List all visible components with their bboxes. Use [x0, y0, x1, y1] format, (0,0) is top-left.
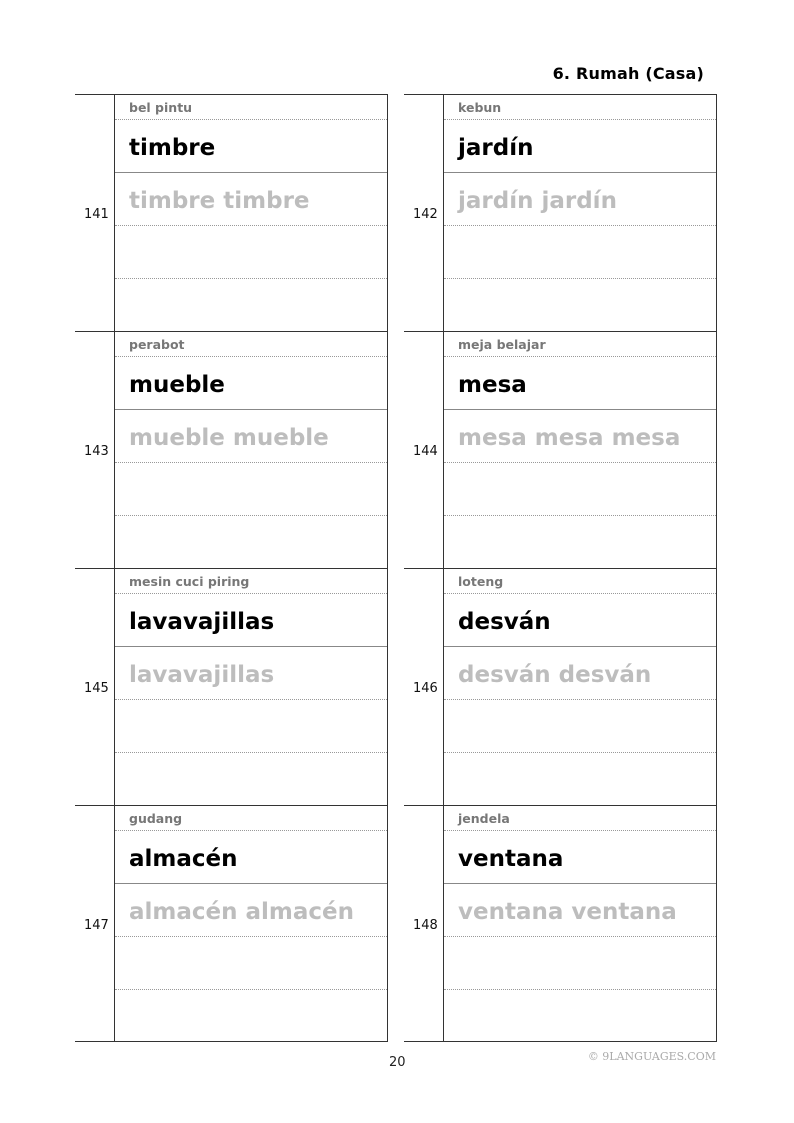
- vocab-word: desván: [444, 594, 716, 647]
- writing-line: [115, 279, 387, 332]
- vocab-word: jardín: [444, 120, 716, 173]
- writing-line: [444, 937, 716, 990]
- writing-line: [115, 226, 387, 279]
- trace-word: almacén almacén: [115, 884, 387, 937]
- card-content: [444, 95, 717, 331]
- number-cell: [75, 332, 115, 568]
- number-cell: [75, 569, 115, 805]
- card-number: 147: [84, 918, 109, 933]
- gloss-label: jendela: [444, 806, 716, 831]
- gloss-label: loteng: [444, 569, 716, 594]
- card-number: 142: [413, 207, 438, 222]
- trace-word: timbre timbre: [115, 173, 387, 226]
- trace-word: jardín jardín: [444, 173, 716, 226]
- writing-line: [444, 463, 716, 516]
- card-content: [115, 332, 388, 568]
- trace-word: mesa mesa mesa: [444, 410, 716, 463]
- vocab-card: [75, 568, 388, 805]
- trace-word: ventana ventana: [444, 884, 716, 937]
- number-cell: [75, 95, 115, 331]
- card-content: [115, 806, 388, 1041]
- vocab-word: almacén: [115, 831, 387, 884]
- gloss-label: perabot: [115, 332, 387, 357]
- vocab-card: [404, 568, 717, 805]
- vocab-card: [404, 94, 717, 331]
- number-cell: [404, 332, 444, 568]
- number-cell: [75, 806, 115, 1041]
- number-cell: [404, 569, 444, 805]
- number-cell: [404, 95, 444, 331]
- vocab-word: ventana: [444, 831, 716, 884]
- trace-word: lavavajillas: [115, 647, 387, 700]
- writing-line: [115, 700, 387, 753]
- card-content: [444, 569, 717, 805]
- writing-line: [444, 753, 716, 806]
- writing-line: [115, 753, 387, 806]
- copyright-notice: © 9LANGUAGES.COM: [587, 1050, 716, 1063]
- card-number: 145: [84, 681, 109, 696]
- card-number: 141: [84, 207, 109, 222]
- vocab-card: [75, 331, 388, 568]
- writing-line: [115, 990, 387, 1043]
- vocab-word: mesa: [444, 357, 716, 410]
- page-number: 20: [389, 1055, 406, 1070]
- gloss-label: bel pintu: [115, 95, 387, 120]
- writing-line: [115, 516, 387, 569]
- section-title: 6. Rumah (Casa): [552, 64, 704, 83]
- trace-word: mueble mueble: [115, 410, 387, 463]
- writing-line: [115, 937, 387, 990]
- writing-line: [444, 990, 716, 1043]
- gloss-label: mesin cuci piring: [115, 569, 387, 594]
- gloss-label: meja belajar: [444, 332, 716, 357]
- vocab-card: [75, 805, 388, 1042]
- writing-line: [444, 279, 716, 332]
- left-column: [75, 94, 388, 1042]
- card-content: [444, 332, 717, 568]
- card-number: 148: [413, 918, 438, 933]
- number-cell: [404, 806, 444, 1041]
- vocab-card: [75, 94, 388, 331]
- vocab-word: lavavajillas: [115, 594, 387, 647]
- right-column: [404, 94, 717, 1042]
- trace-word: desván desván: [444, 647, 716, 700]
- card-content: [444, 806, 717, 1041]
- card-content: [115, 569, 388, 805]
- vocab-card: [404, 805, 717, 1042]
- card-number: 146: [413, 681, 438, 696]
- vocab-card: [404, 331, 717, 568]
- writing-line: [444, 700, 716, 753]
- vocab-word: mueble: [115, 357, 387, 410]
- card-number: 143: [84, 444, 109, 459]
- writing-line: [115, 463, 387, 516]
- vocab-word: timbre: [115, 120, 387, 173]
- writing-line: [444, 226, 716, 279]
- writing-line: [444, 516, 716, 569]
- gloss-label: gudang: [115, 806, 387, 831]
- card-content: [115, 95, 388, 331]
- card-number: 144: [413, 444, 438, 459]
- gloss-label: kebun: [444, 95, 716, 120]
